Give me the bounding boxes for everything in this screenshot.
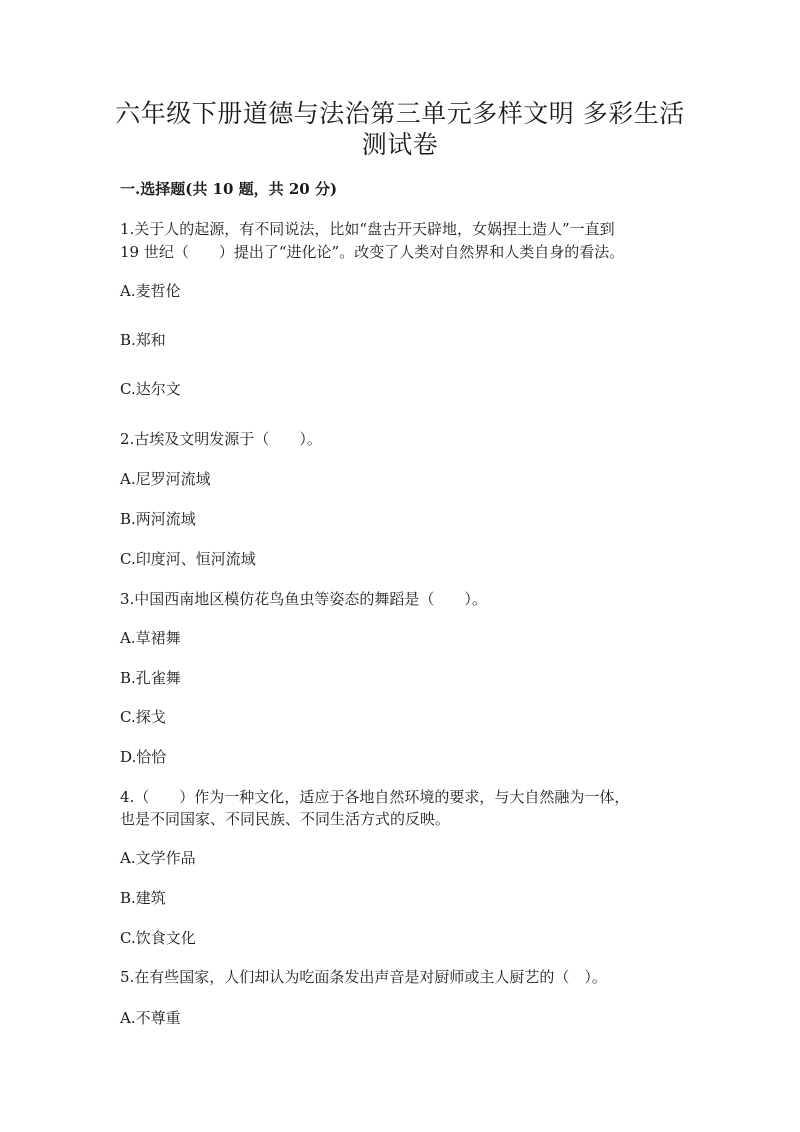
question-1-text-line-2: 19 世纪（ ）提出了“进化论”。改变了人类对自然界和人类自身的看法。 (120, 243, 625, 261)
section-heading: 一.选择题(共 10 题，共 20 分) (120, 180, 338, 198)
question-3-option-c: C.探戈 (120, 708, 166, 726)
question-4-text-line-1: 4.（ ）作为一种文化，适应于各地自然环境的要求，与大自然融为一体， (120, 788, 630, 806)
question-3-option-a: A.草裙舞 (120, 629, 181, 647)
question-1-option-a: A.麦哲伦 (120, 282, 181, 300)
question-2-option-c: C.印度河、恒河流域 (120, 550, 256, 568)
page-title-line-2: 测试卷 (361, 130, 439, 159)
question-2-option-a: A.尼罗河流域 (120, 470, 211, 488)
question-3-option-d: D.恰恰 (120, 748, 167, 766)
question-2-text: 2.古埃及文明发源于（ ）。 (120, 430, 322, 448)
question-1-text-line-1: 1.关于人的起源，有不同说法，比如“盘古开天辟地，女娲捏土造人”一直到 (120, 220, 615, 238)
question-2-option-b: B.两河流域 (120, 510, 196, 528)
question-5-text: 5.在有些国家，人们却认为吃面条发出声音是对厨师或主人厨艺的（ ）。 (120, 968, 607, 986)
page-title: 六年级下册道德与法治第三单元多样文明 多彩生活 (115, 99, 685, 128)
question-5-option-a: A.不尊重 (120, 1009, 181, 1027)
question-4-text-line-2: 也是不同国家、不同民族、不同生活方式的反映。 (120, 810, 451, 828)
question-1-option-b: B.郑和 (120, 331, 166, 349)
question-1-option-c: C.达尔文 (120, 380, 181, 398)
question-4-option-a: A.文学作品 (120, 849, 196, 867)
question-3-text: 3.中国西南地区模仿花鸟鱼虫等姿态的舞蹈是（ ）。 (120, 590, 487, 608)
question-4-option-c: C.饮食文化 (120, 929, 196, 947)
question-4-option-b: B.建筑 (120, 889, 166, 907)
question-3-option-b: B.孔雀舞 (120, 669, 181, 687)
